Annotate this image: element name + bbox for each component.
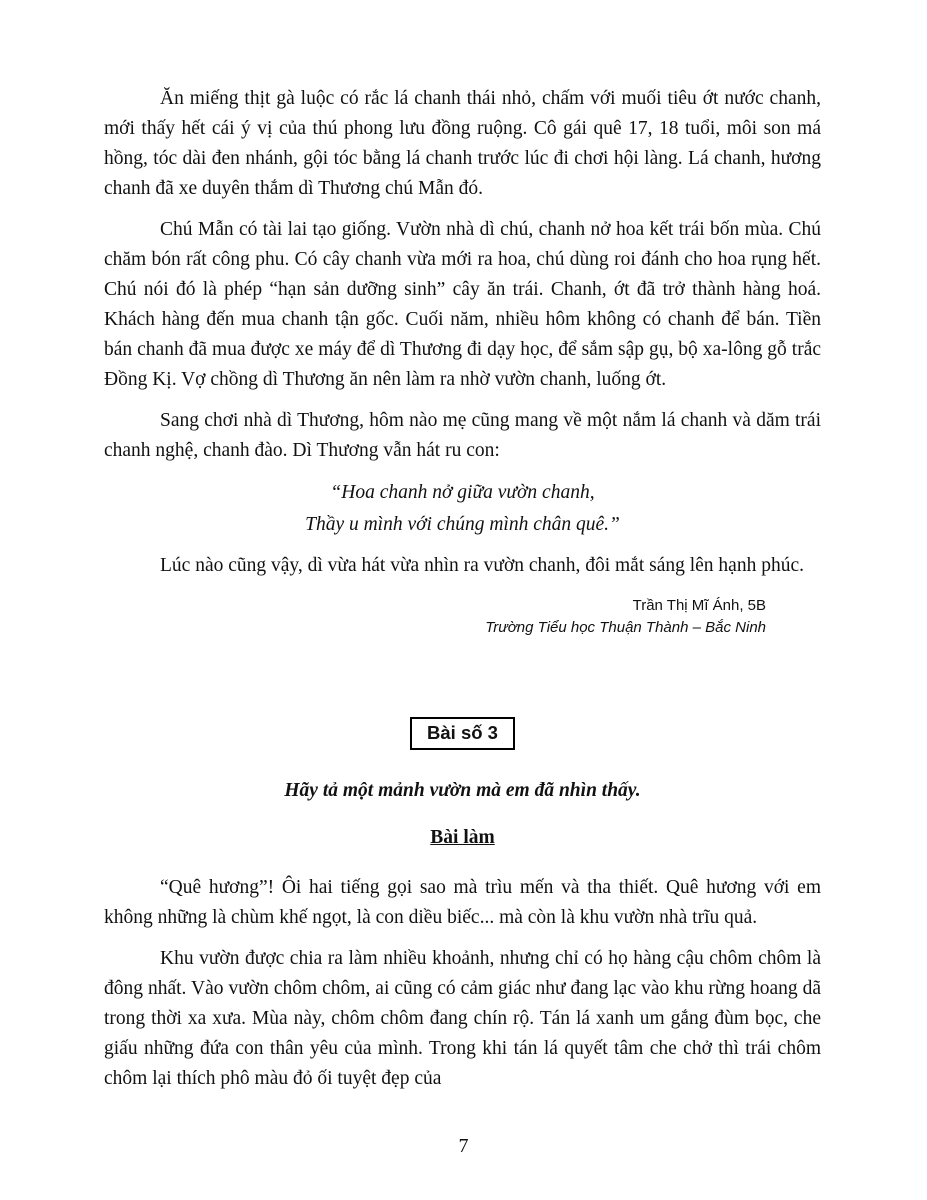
section-box-container	[104, 717, 821, 750]
paragraph: Lúc nào cũng vậy, dì vừa hát vừa nhìn ra vườn chanh, đôi mắt sáng lên hạnh phúc.	[160, 555, 804, 576]
section-title-box: Bài số 3	[410, 717, 515, 750]
paragraph: “Quê hương”! Ôi hai tiếng gọi sao mà trìu mến và tha thiết. Quê hương với em không những là chùm khế ngọt, là con diều biếc... mà còn là khu vườn nhà trĩu quả.	[104, 877, 821, 928]
author-school: Trường Tiểu học Thuận Thành – Bắc Ninh	[485, 619, 766, 636]
poem-line: “Hoa chanh nở giữa vườn chanh,	[330, 482, 595, 503]
paragraph: Ăn miếng thịt gà luộc có rắc lá chanh thái nhỏ, chấm với muối tiêu ớt nước chanh, mới thấy hết cái ý vị của thú phong lưu đồng ruộng. Cô gái quê 17, 18 tuổi, môi son má hồng, tóc dài đen nhánh, gội tóc bằng lá chanh trước lúc đi chơi hội làng. Lá chanh, hương chanh đã xe duyên thắm dì Thương chú Mẫn đó.	[104, 88, 821, 199]
paragraph: Chú Mẫn có tài lai tạo giống. Vườn nhà dì chú, chanh nở hoa kết trái bốn mùa. Chú chăm bón rất công phu. Có cây chanh vừa mới ra hoa, chú dùng roi đánh cho hoa rụng hết. Chú nói đó là phép “hạn sản dưỡng sinh” cây ăn trái. Chanh, ớt đã trở thành hàng hoá. Khách hàng đến mua chanh tận gốc. Cuối năm, nhiều hôm không có chanh để bán. Tiền bán chanh đã mua được xe máy để dì Thương đi dạy học, để sắm sập gụ, bộ xa-lông gỗ trắc Đồng Kị. Vợ chồng dì Thương ăn nên làm ra nhờ vườn chanh, luống ớt.	[104, 219, 821, 390]
work-heading: Bài làm	[430, 827, 495, 848]
author-byline	[104, 595, 821, 639]
essay-prompt: Hãy tả một mảnh vườn mà em đã nhìn thấy.	[284, 780, 641, 801]
author-name: Trần Thị Mĩ Ánh, 5B	[632, 597, 766, 614]
poem-line: Thầy u mình với chúng mình chân quê.”	[305, 514, 620, 535]
page-number: 7	[458, 1135, 469, 1157]
poem-block	[104, 477, 821, 541]
paragraph: Khu vườn được chia ra làm nhiều khoảnh, nhưng chỉ có họ hàng cậu chôm chôm là đông nhất. Vào vườn chôm chôm, ai cũng có cảm giác như đang lạc vào khu rừng hoang dã trong thời xa xưa. Mùa này, chôm chôm đang chín rộ. Tán lá xanh um gắng đùm bọc, che giấu những đứa con thân yêu của mình. Trong khi tán lá quyết tâm che chở thì trái chôm chôm lại thích phô màu đỏ ối tuyệt đẹp của	[104, 948, 821, 1089]
paragraph: Sang chơi nhà dì Thương, hôm nào mẹ cũng mang về một nắm lá chanh và dăm trái chanh nghệ, chanh đào. Dì Thương vẫn hát ru con:	[104, 410, 821, 461]
